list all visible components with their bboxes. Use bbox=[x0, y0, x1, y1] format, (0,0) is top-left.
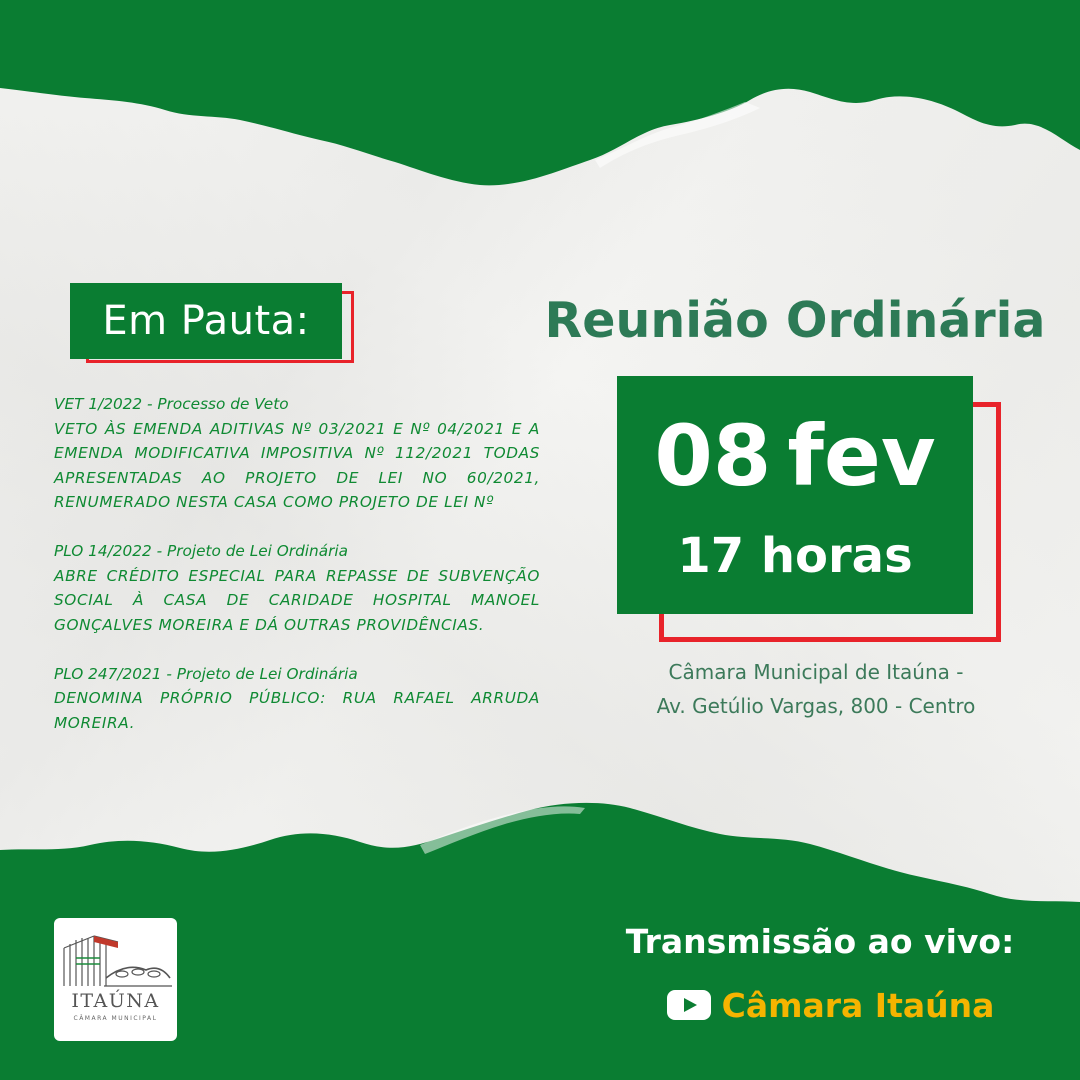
agenda-item-heading: PLO 14/2022 - Projeto de Lei Ordinária bbox=[54, 542, 349, 560]
live-stream-label: Transmissão ao vivo: bbox=[625, 922, 1015, 961]
agenda-item-heading: VET 1/2022 - Processo de Veto bbox=[54, 395, 289, 413]
date-day: 08 bbox=[654, 407, 772, 505]
date-month: fev bbox=[787, 407, 936, 505]
channel-link[interactable] bbox=[640, 980, 1020, 1030]
agenda-item bbox=[54, 662, 540, 736]
address bbox=[600, 655, 1032, 723]
agenda-list bbox=[54, 392, 540, 760]
event-title: Reunião Ordinária bbox=[544, 292, 1046, 349]
agenda-item-heading: PLO 247/2021 - Projeto de Lei Ordinária bbox=[54, 664, 358, 683]
date-box bbox=[617, 376, 973, 614]
agenda-item-text: VETO ÀS EMENDA ADITIVAS Nº 03/2021 E Nº 04/2021 E A EMENDA MODIFICATIVA IMPOSITIVA Nº 112/2021 TODAS APRESENTADAS AO PROJETO DE LEI NO 60/2021, RENUMERADO NESTA CASA COMO PROJETO DE LEI Nº bbox=[54, 419, 540, 511]
top-torn-band bbox=[0, 0, 1080, 200]
channel-name: Câmara Itaúna bbox=[721, 985, 995, 1025]
youtube-play-icon bbox=[666, 989, 712, 1021]
agenda-header-badge bbox=[70, 283, 360, 369]
logo-subtitle: CÂMARA MUNICIPAL bbox=[73, 1015, 158, 1022]
building-logo-icon bbox=[54, 918, 177, 998]
agenda-item-text: DENOMINA PRÓPRIO PÚBLICO: RUA RAFAEL ARRUDA MOREIRA. bbox=[54, 689, 540, 732]
agenda-item-text: ABRE CRÉDITO ESPECIAL PARA REPASSE DE SUBVENÇÃO SOCIAL À CASA DE CARIDADE HOSPITAL MANOEL GONÇALVES MOREIRA E DÁ OUTRAS PROVIDÊNCIAS. bbox=[54, 566, 540, 634]
event-time: 17 horas bbox=[677, 528, 913, 584]
agenda-item bbox=[54, 392, 540, 515]
date-line bbox=[617, 406, 973, 506]
address-line-2: Av. Getúlio Vargas, 800 - Centro bbox=[656, 694, 976, 718]
logo-name: ITAÚNA bbox=[71, 990, 160, 1012]
address-line-1: Câmara Municipal de Itaúna - bbox=[668, 660, 964, 684]
date-badge bbox=[617, 376, 1003, 644]
agenda-item bbox=[54, 539, 540, 637]
agenda-header: Em Pauta: bbox=[70, 283, 342, 359]
logo bbox=[54, 918, 177, 1041]
